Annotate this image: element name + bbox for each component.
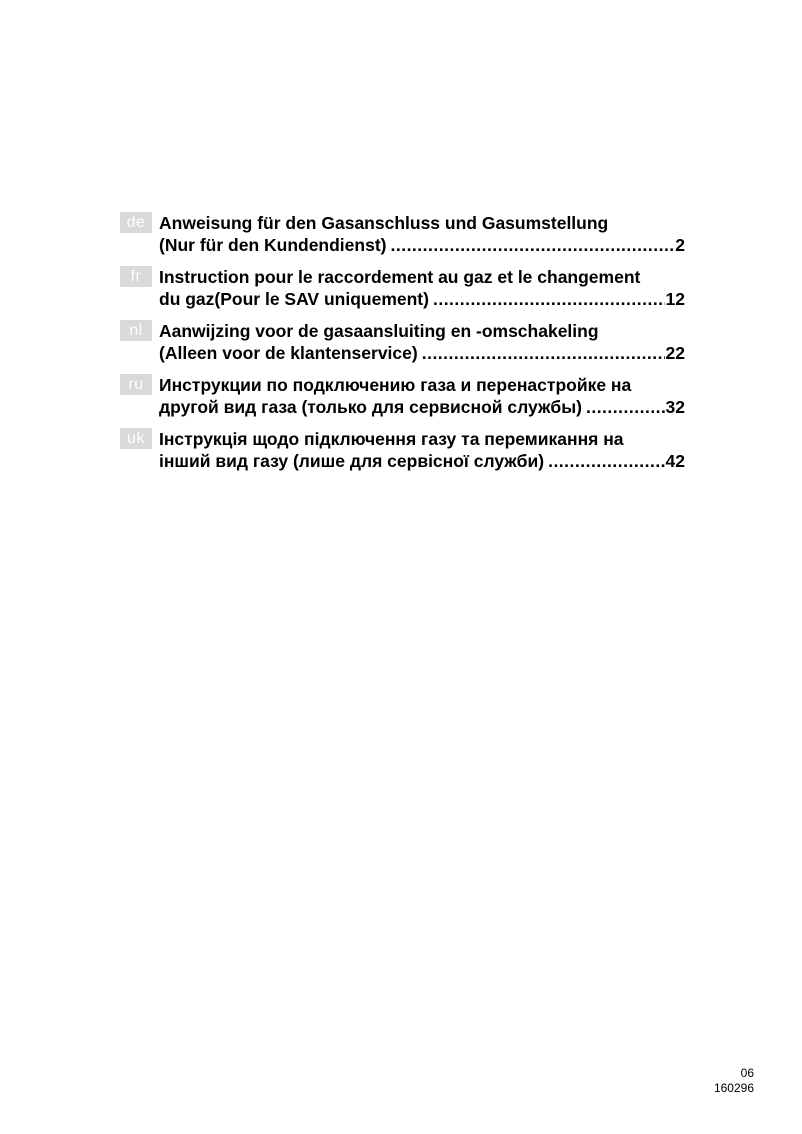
- toc-entry-text: [159, 320, 685, 364]
- toc-entry-subtitle-row: [159, 450, 685, 472]
- toc-entry-title: Anweisung für den Gasanschluss und Gasumstellung: [159, 213, 609, 233]
- language-badge: ru: [120, 374, 152, 395]
- toc-entry-subtitle-row: [159, 396, 685, 418]
- document-code-top: 06: [740, 1066, 754, 1080]
- language-badge: fr: [120, 266, 152, 287]
- page-number: 12: [665, 289, 685, 309]
- page-number: 2: [675, 235, 685, 255]
- toc-entry-subtitle-row: [159, 288, 685, 310]
- toc-entry-ru[interactable]: [120, 374, 690, 428]
- toc-entry-de[interactable]: [120, 212, 690, 266]
- toc-entry-subtitle: (Nur für den Kundendienst): [159, 235, 387, 255]
- toc-entry-subtitle: другой вид газа (только для сервисной службы): [159, 397, 582, 417]
- toc-entry-subtitle: du gaz(Pour le SAV uniquement): [159, 289, 429, 309]
- toc-entry-nl[interactable]: [120, 320, 690, 374]
- toc-entry-subtitle-row: [159, 342, 685, 364]
- toc-entry-title: Инструкции по подключению газа и перенастройке на: [159, 375, 632, 395]
- dot-leader: [433, 288, 665, 310]
- toc-entry-subtitle: (Alleen voor de klantenservice): [159, 343, 418, 363]
- dot-leader: [390, 234, 674, 256]
- toc-entry-text: [159, 212, 685, 256]
- toc-entry-title: Instruction pour le raccordement au gaz et le changement: [159, 267, 641, 287]
- toc-entry-text: [159, 266, 685, 310]
- document-code: [714, 1066, 754, 1096]
- page-number: 22: [665, 343, 685, 363]
- language-badge: nl: [120, 320, 152, 341]
- dot-leader: [422, 342, 665, 364]
- toc-entry-text: [159, 428, 685, 472]
- dot-leader: [586, 396, 665, 418]
- toc-entry-subtitle-row: [159, 234, 685, 256]
- page-number: 32: [665, 397, 685, 417]
- dot-leader: [548, 450, 664, 472]
- toc-entry-text: [159, 374, 685, 418]
- toc-entry-fr[interactable]: [120, 266, 690, 320]
- toc-entry-subtitle: інший вид газу (лише для сервісної служби): [159, 451, 545, 471]
- toc-entry-title: Інструкція щодо підключення газу та перемикання на: [159, 429, 624, 449]
- document-code-bottom: 160296: [713, 1081, 754, 1095]
- page-number: 42: [665, 451, 685, 471]
- table-of-contents: [120, 212, 690, 482]
- language-badge: uk: [120, 428, 152, 449]
- language-badge: de: [120, 212, 152, 233]
- toc-entry-title: Aanwijzing voor de gasaansluiting en -omschakeling: [159, 321, 599, 341]
- toc-entry-uk[interactable]: [120, 428, 690, 482]
